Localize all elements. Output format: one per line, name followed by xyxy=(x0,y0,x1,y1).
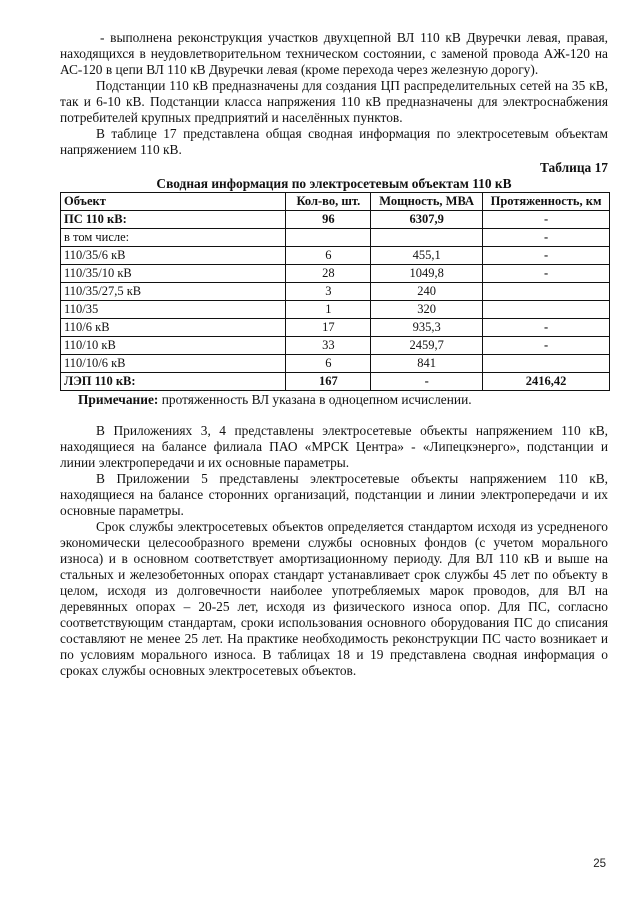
cell-count xyxy=(286,229,371,247)
cell-length: - xyxy=(483,247,610,265)
cell-power: 320 xyxy=(371,301,483,319)
cell-power: 6307,9 xyxy=(371,211,483,229)
document-page xyxy=(60,30,608,679)
body-paragraph-3: Срок службы электросетевых объектов определяется стандартом исходя из усредненого экономически целесообразного времени службы основных фондов (с учетом морального износа) и в основном соответствует амортизационному периоду. Для ВЛ 110 кВ и выше на стальных и железобетонных опорах стандарт устанавливает срок службы 45 лет по объекту в целом, исходя из долговечности наиболее употребляемых марок проводов, для ВЛ на деревянных опорах – 20-25 лет, исходя из физического износа опор. Для ПС, согласно соответствующим стандартам, сроки использования основного оборудования ПС до списания составляют не менее 25 лет. На практике необходимость реконструкции ПС часто возникает и по условиям морального износа. В таблицах 18 и 19 представлена сводная информация о сроках службы основных электросетевых объектов. xyxy=(60,519,608,678)
cell-length: - xyxy=(483,337,610,355)
table-row xyxy=(61,265,610,283)
summary-table xyxy=(60,192,610,391)
cell-object: в том числе: xyxy=(61,229,286,247)
cell-length xyxy=(483,355,610,373)
cell-length: - xyxy=(483,229,610,247)
cell-object: ЛЭП 110 кВ: xyxy=(61,373,286,391)
cell-count: 96 xyxy=(286,211,371,229)
table-row xyxy=(61,355,610,373)
cell-length: - xyxy=(483,265,610,283)
intro-paragraph-2: Подстанции 110 кВ предназначены для создания ЦП распределительных сетей на 35 кВ, так и 6-10 кВ. Подстанции класса напряжения 110 кВ предназначены для электроснабжения потребителей крупных предприятий и населённых пунктов. xyxy=(60,78,608,125)
cell-power: 935,3 xyxy=(371,319,483,337)
cell-length xyxy=(483,301,610,319)
cell-count: 33 xyxy=(286,337,371,355)
intro-paragraph-1: - выполнена реконструкция участков двухцепной ВЛ 110 кВ Двуречки левая, правая, находящихся в неудовлетворительном техническом состоянии, с заменой провода АЖ-120 на АС-120 в цепи ВЛ 110 кВ Двуречки левая (кроме перехода через железную дорогу). xyxy=(60,30,608,77)
cell-object: 110/35/6 кВ xyxy=(61,247,286,265)
table-number: Таблица 17 xyxy=(539,160,608,175)
cell-object: 110/10 кВ xyxy=(61,337,286,355)
cell-power: 2459,7 xyxy=(371,337,483,355)
table-row xyxy=(61,301,610,319)
table-note xyxy=(60,392,608,408)
cell-length: - xyxy=(483,211,610,229)
table-row xyxy=(61,337,610,355)
header-object: Объект xyxy=(61,193,286,211)
table-row xyxy=(61,229,610,247)
table-row xyxy=(61,211,610,229)
page-number: 25 xyxy=(593,858,606,870)
table-row xyxy=(61,319,610,337)
header-count: Кол-во, шт. xyxy=(286,193,371,211)
note-label: Примечание: xyxy=(78,392,159,407)
header-length: Протяженность, км xyxy=(483,193,610,211)
cell-length: - xyxy=(483,319,610,337)
cell-object: 110/35/10 кВ xyxy=(61,265,286,283)
cell-power: 455,1 xyxy=(371,247,483,265)
cell-power xyxy=(371,229,483,247)
cell-count: 167 xyxy=(286,373,371,391)
cell-count: 28 xyxy=(286,265,371,283)
note-text: протяженность ВЛ указана в одноцепном исчислении. xyxy=(158,392,472,407)
cell-object: 110/10/6 кВ xyxy=(61,355,286,373)
table-title: Сводная информация по электросетевым объектам 110 кВ xyxy=(156,176,512,191)
cell-count: 1 xyxy=(286,301,371,319)
cell-count: 6 xyxy=(286,355,371,373)
cell-object: 110/6 кВ xyxy=(61,319,286,337)
cell-object: ПС 110 кВ: xyxy=(61,211,286,229)
cell-object: 110/35 xyxy=(61,301,286,319)
cell-count: 17 xyxy=(286,319,371,337)
cell-count: 6 xyxy=(286,247,371,265)
body-paragraph-2: В Приложении 5 представлены электросетевые объекты напряжением 110 кВ, находящиеся на балансе сторонних организаций, подстанции и линии электропередачи и их основные параметры. xyxy=(60,471,608,518)
table-row xyxy=(61,373,610,391)
table-row xyxy=(61,247,610,265)
cell-power: - xyxy=(371,373,483,391)
cell-length xyxy=(483,283,610,301)
header-power: Мощность, МВА xyxy=(371,193,483,211)
table-header-row xyxy=(61,193,610,211)
cell-power: 1049,8 xyxy=(371,265,483,283)
body-paragraph-1: В Приложениях 3, 4 представлены электросетевые объекты напряжением 110 кВ, находящиеся на балансе филиала ПАО «МРСК Центра» - «Липецкэнерго», подстанции и линии электропередачи и их основные параметры. xyxy=(60,423,608,470)
cell-length: 2416,42 xyxy=(483,373,610,391)
cell-object: 110/35/27,5 кВ xyxy=(61,283,286,301)
cell-power: 841 xyxy=(371,355,483,373)
cell-power: 240 xyxy=(371,283,483,301)
table-row xyxy=(61,283,610,301)
cell-count: 3 xyxy=(286,283,371,301)
intro-paragraph-3: В таблице 17 представлена общая сводная информация по электросетевым объектам напряжением 110 кВ. xyxy=(60,126,608,157)
